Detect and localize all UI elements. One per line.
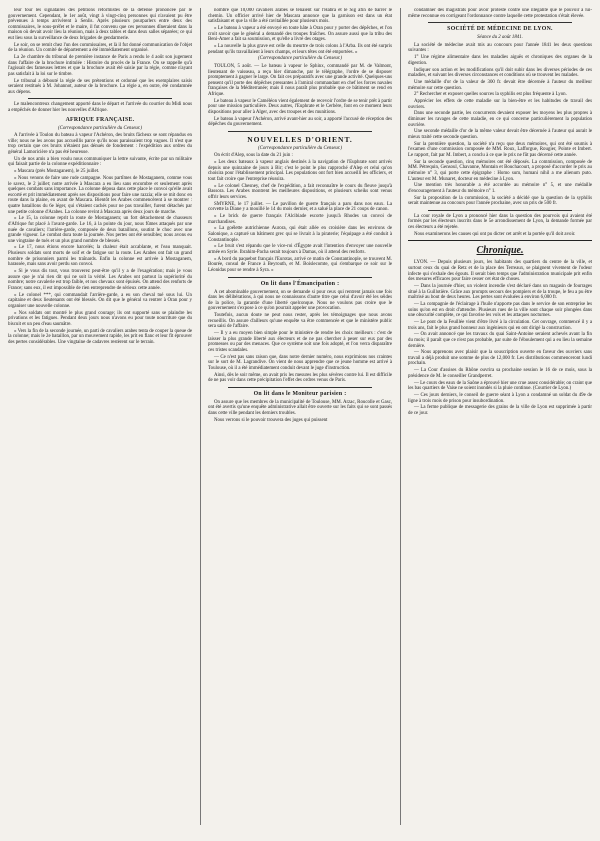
paragraph: Ainsi, dès le soir même, on avait pris les mesures les plus sévères contre lui. Il est difficile de ne pas voir dans cette précipitation l'effet des ordres venus de Paris. [208,372,392,384]
paragraph: On écrit d'Alep, sous la date du 21 juin : [214,153,293,159]
paragraph: A cet abominable gouvernement, on se demande si pour ceux qui rentrent jamais une fois dans les délibérations, à qui nous ne connaissons d'autre titre que celui d'avoir été les séides de la police, la garantie d'une liberté quelconque. Nous ne voulons pas croire que le gouvernement s'expose à ce qu'on pourrait appeler une provocation. [208,289,392,312]
paragraph: TOULON, 5 août. — Le bateau à vapeur le Sphinx, commandé par M. de Valmont, lieutenant de vaisseau, a reçu hier dimanche, par le télégraphe, l'ordre de se disposer promptement à gagner le large. On fait ces préparatifs avec une grande activité. Quelques-uns pensent qu'il porte des dépêches pressantes à l'amiral commandant en chef les forces navales françaises de la Méditerranée; mais il nous paraît plus probable que ce bâtiment se rend en Afrique. [208,63,392,97]
paragraph: « Le colonel Chesney, chef de l'expédition, a fait reconnaître le cours du fleuve jusqu'à Bassora. Les Arabes montrent les meilleures dispositions, et plusieurs scheiks sont venus offrir leurs services. [208,183,392,200]
col3-paras-a [408,8,592,19]
paragraph: Dans une seconde partie, les concurrents devaient exposer les moyens les plus propres à diminuer les ravages de cette maladie, en ce qui concerne particulièrement la population ouvrière. [408,111,592,128]
paragraph: Le bateau à vapeur l'Achéron, arrivé avant-hier au soir, a apporté l'accusé de réception des dépêches du gouvernement. [208,116,392,128]
paragraph: « Le bateau à vapeur a été envoyé en toute hâte à Oran pour y porter des dépêches, et l'on croit savoir que le général a demandé des troupes fraîches. On assure aussi que la tribu des Beni-Amer a fait sa soumission, et qu'elle a livré des otages. [208,25,392,43]
paragraph: « Vers la fin de la seconde journée, un parti de cavaliers arabes tenta de couper la queue de la colonne; mais le 2e bataillon, par un mouvement rapide, les prit en flanc et leur fit éprouver des pertes considérables. Une vingtaine de cadavres restèrent sur le terrain. [8,328,192,345]
paragraph: On assure que les membres de la municipalité de Toulouse, MM. Arzac, Roucolle et Gasc, ont été avertis qu'une enquête administrative allait être ouverte sur les faits qui se sont passés dans cette ville pendant les derniers troubles. [208,399,392,417]
paragraph: Sur la proposition de la commission, la société a décidé que la question de la syphilis serait maintenue au concours pour l'année prochaine, avec un prix de 500 fr. [408,195,592,207]
paragraph: « Le 17, nous étions encore harcelés; la chaleur était accablante, et l'eau manquait. Plusieurs soldats sont morts de soif et de fatigue sur la route. Les Arabes ont fait un grand nombre de prisonniers parmi les traînards. Enfin la colonne est arrivée à Mostaganem, harassée, mais sans avoir perdu son convoi. [8,245,192,268]
column-separator [200,8,201,825]
paragraph: — La ferme publique de messagerie des grains de la ville de Lyon est supprimée à partir de ce jour. [408,405,592,416]
paragraph: « Le colonel ***, qui commandait l'arrière-garde, a eu son cheval tué sous lui. Un capitaine et deux lieutenants ont été blessés. On dit que le général va rentrer à Oran pour y organiser une nouvelle colonne. [8,292,192,309]
paragraph: « Nous venons de faire une rude campagne. Nous partîmes de Mostaganem, comme vous le savez, le 2 juillet; notre arrivée à Mascara a eu lieu sans encombre et seulement après quelques combats sans importance. La colonne déposa dans cette place le convoi qu'elle avait escorté et prit immédiatement après ses dispositions pour faire une razzia; elle se mit donc en route dans la plaine, en avant de Mascara. Bientôt les Arabes commencèrent à se montrer : quatre bataillons du 6e léger, qui s'étaient cachés pour ne pas travailler, furent détachés par une petite colonne d'Arabes. La colonne revint à Mascara après deux jours de marche. [8,175,192,215]
paragraph: 1° Une régime alimentaire dans les maladies aiguës et chroniques des organes de la digestion. [408,55,592,66]
paragraph: « Le bruit s'est répandu que le vice-roi d'Égypte avait l'intention d'envoyer une nouvelle armée en Syrie. Ibrahim-Pacha serait toujours à Damas, où il attend des renforts. [208,244,392,256]
paragraph: — Ce n'est pas sans raison que, dans notre dernier numéro, nous exprimions nos craintes sur le sort de M. Lagrandive. On vient de nous apprendre que ce jeune homme est arrivé à Toulouse, où il a été immédiatement conduit devant le juge d'instruction. [208,354,392,371]
section-divider [408,240,592,241]
paragraph: Sur la seconde question, cinq mémoires ont été déposés. La commission, composée de MM. Pétrequin, Gensoul, Chavanne, Montain et Bouchacourt, a proposé d'accorder le prix au mémoire n° 3, qui porte cette épigraphe : Homo sum, humani nihil a me alienum puto. L'auteur est M. Munaret, docteur en médecine à Lyon. [408,159,592,182]
paragraph: Un de nos amis a bien voulu nous communiquer la lettre suivante, écrite par un militaire qui faisait partie de la colonne expéditionnaire : [8,156,192,168]
section-divider [228,387,372,388]
paragraph: Indiquer son action et les modifications qu'il doit subir dans les diverses périodes de ces maladies, et suivant les diverses circonstances et conditions où se trouvent les malades. [408,67,592,79]
col2-paras-b [208,64,392,128]
societe-medecine-heading: SOCIÉTÉ DE MÉDECINE DE LYON. [447,26,553,33]
paragraph: 2° Rechercher et exposer quelles sources la syphilis est plus fréquente à Lyon. [414,92,567,98]
paragraph: — Il y a eu moyen bien simple pour le ministère de rendre les choix meilleurs : c'est de laisser la plus grande liberté aux électeurs et de ne pas chercher à peser sur eux par des promesses ou par des menaces. Que ce système soit une fois adopté, et l'on verra disparaître ces tristes scandales. [208,331,392,353]
col2-paras-c [208,153,392,273]
paragraph: — On avait annoncé que les travaux du quai Saint-Antoine seraient achevés avant la fin du mois; il paraît que ce n'est pas probable, par suite de l'éboulement qui a eu lieu la semaine dernière. [408,332,592,349]
col3-paras-c [408,214,592,238]
paragraph: Une seconde médaille d'or de la même valeur devait être décernée à l'auteur qui aurait le mieux traité cette seconde question. [408,129,592,140]
section-divider [228,277,372,278]
paragraph: Apprécier les effets de cette maladie sur la bien-être et les habitudes de travail des ouvriers. [408,99,592,110]
section-divider [428,22,572,23]
col2-paras-a [208,8,392,55]
paragraph: — La compagnie de l'éclairage à l'huile n'apporte pas dans le service de son entreprise les soins qu'on est en droit d'attendre. Plusieurs rues de la ville sont chaque soir plongées dans une obscurité complète, ce qui favorise les vols et les attaques nocturnes. [408,301,592,319]
paragraph: La 2e chambre du tribunal de première instance de Paris a rendu le 4 août son jugement dans l'affaire de la brochure intitulée : Histoire du procès de la France. On se rappelle qu'à l'agissait des fameuses lettres et que la brochure avait été saisie par la régie, comme n'ayant pas satisfait à la loi sur le timbre. [8,55,192,77]
paragraph: « A bord du paquebot français l'Eurotas, arrivé ce matin de Constantinople, se trouvent M. Bourée, consul de France à Beyrouth, et M. Boislecomte, qui s'embarque ce soir sur le Léonidas pour se rendre à Syra. » [208,256,392,273]
paragraph: Sur la première question, la société n'a reçu que deux mémoires, qui ont été soumis à l'examen d'une commission composée de MM. Roux, Lafforgue, Rougier, Pointe et Imbert. Le rapport, fait par M. Imbert, a conclu à ce que le prix ne fût pas décerné cette année. [408,141,592,158]
paragraph: Nous examinerons les causes qui ont pu dicter cet arrêt et la portée qu'il doit avoir. [414,231,576,237]
col1-paras-b [8,102,192,113]
paragraph: « Les deux bateaux à vapeur anglais destinés à la navigation de l'Euphrate sont arrivés depuis une quinzaine de jours à Bir; c'est le point le plus rapproché d'Alep et celui qu'on choisira pour l'établissement principal. Les populations ont fort bien accueilli les officiers, et tout fait croire que l'entreprise réussira. [208,160,392,182]
column-middle [208,8,392,825]
paragraph: condamner des magistrats pour avoir protesté contre une illégalité que le pouvoir a lui-même reconnue en corrigeant l'ordonnance contre laquelle cette protestation s'était élevée. [408,8,592,19]
paragraph: A l'arrivée à Toulon du bateau à vapeur l'Achéron, des bruits fâcheux se sont répandus en ville; nous ne les avons pas accueillis parce qu'ils nous paraissaient trop vagues. Il n'est que trop certain que ces bruits n'étaient pas dénués de fondement : l'expédition aux ordres du général Lamoricière n'a pas été heureuse. [8,133,192,156]
column-right [408,8,592,825]
moniteur-heading: On lit dans le Moniteur parisien : [253,390,347,397]
paragraph: « Le 15, la colonne reprit la route de Mostaganem; un fort détachement de chasseurs d'Afrique fut placé à l'avant-garde. Le 16, à la pointe du jour, nous fûmes attaqués par une nuée de cavaliers; l'arrière-garde, composée de deux bataillons, soutint le choc avec une grande vigueur. Le combat dura toute la journée. Nos pertes ont été sensibles; nous avons eu une vingtaine de tués et un plus grand nombre de blessés. [8,216,192,244]
paragraph: — Le pont de la Feuillée vient d'être livré à la circulation. Cet ouvrage, commencé il y a trois ans, fait le plus grand honneur aux ingénieurs qui en ont dirigé la construction. [408,319,592,331]
col1-paras-c [8,133,192,345]
nouvelles-orient-heading: NOUVELLES D'ORIENT. [247,134,353,144]
chronique-heading: Chronique. [476,245,524,257]
paragraph: « Nos soldats ont montré le plus grand courage; ils ont supporté sans se plaindre les privations et les fatigues. Pendant deux jours nous n'avons eu pour toute nourriture que du biscuit et un peu d'eau saumâtre. [8,310,192,327]
col3-paras-d [408,260,592,416]
paragraph: La société de médecine avait mis au concours pour l'année 1841 les deux questions suivantes : [408,42,592,54]
paragraph: — Le cours des eaux de la Saône a éprouvé hier une crue assez considérable; on craint que les bas quartiers de Vaise ne soient inondés si la pluie continue. (Courrier de Lyon.) [408,380,592,392]
col3-paras-b [408,43,592,207]
paragraph: — Dans la journée d'hier, un violent incendie s'est déclaré dans un magasin de fourrages situé à la Guillotière. Grâce aux prompts secours des pompiers et de la troupe, le feu a pu être maîtrisé au bout de deux heures. Les pertes sont évaluées à environ 6,000 fr. [408,284,592,301]
section-divider [28,98,172,99]
newspaper-page [8,8,592,825]
paragraph: Toutefois, aucun doute ne peut nous rester, après les témoignages que nous avons recueillis. On assure d'ailleurs qu'une enquête va être commencée et que le ministère public sera saisi de l'affaire. [208,313,392,330]
paragraph: Le tribunal a débouté la régie de ses prétentions et ordonné que les exemplaires saisis seraient restitués à M. Johannot, auteur de la brochure. La régie a, en outre, été condamnée aux dépens. [8,78,192,95]
paragraph: « La nouvelle la plus grave est celle du meurtre de trois colons à l'Arba. Ils ont été surpris pendant qu'ils travaillaient à leurs champs, et leurs têtes ont été emportées. » [208,43,392,55]
paragraph: nombre que 10,000 cavaliers arabes se tenaient sur l'Habra et le Sig afin de barrer le chemin. Un officier arrivé hier de Mascara annonce que la garnison est dans un état satisfaisant et que la ville a été ravitaillée pour plusieurs mois. [208,8,392,25]
column-separator [400,8,401,825]
paragraph: « Le brick de guerre français l'Alcibiade escorte jusqu'à Rhodes un convoi de marchandises. [208,214,392,225]
col2-paras-e [208,400,392,424]
paragraph: leur tour les signataires des pétitions réformistes de la défense prononcée par le gouvernement. Cependant, le 1er août, vingt à vingt-cinq personnes qui n'avaient pu être prévenues à temps arrivèrent à Senlis. Après plusieurs pourparlers entre deux des commissaires, le sous-préfet et le maire, il fut convenu que ces personnes dîneraient dans la maison où devait avoir lieu la réunion, mais à deux tables et dans deux salles séparées; ce qui eut lieu sous la surveillance de deux brigades de gendarmerie. [8,8,192,41]
societe-medecine-date: Séance du 2 août 1841. [477,35,523,41]
paragraph: LYON. — Depuis plusieurs jours, les habitants des quartiers du centre de la ville, et surtout ceux du quai de Retz et de la place des Terreaux, se plaignent vivement de l'odeur infecte qui s'exhale des égouts. Il serait bien temps que l'administration municipale prit enfin des mesures efficaces pour faire cesser cet état de choses. [408,260,592,283]
paragraph: Le malencontreux changement apporté dans le départ et l'arrivée du courrier du Midi nous a empêchés de donner hier les nouvelles d'Afrique. [8,102,192,114]
paragraph: La cour royale de Lyon a prononcé hier dans la question des pourvois qui avaient été formés par les électeurs inscrits dans le 5e arrondissement de Lyon, la demande formée par ces électeurs a été rejetée. [408,213,592,231]
paragraph: « La goélette autrichienne Aurora, qui était allée en croisière dans les environs de Salonique, a capturé un bâtiment grec qui se livrait à la piraterie; l'équipage a été conduit à Constantinople. [208,226,392,243]
nouvelles-orient-subheading: (Correspondance particulière du Censeur.) [257,145,343,151]
column-left [8,8,192,825]
paragraph: « Mascara (près Mostaganem), le 25 juillet. [14,169,100,175]
paragraph: — Nous apprenons avec plaisir que la souscription ouverte en faveur des ouvriers sans travail a déjà produit une somme de plus de 12,000 fr. Les distributions commenceront lundi prochain. [408,350,592,367]
col2-paras-d [208,290,392,384]
paragraph: Une médaille d'or de la valeur de 300 fr. devait être décernée à l'auteur du meilleur mémoire sur cette question. [408,79,592,91]
paragraph: Le soir, on se remit chez l'un des commissaires, et là il fut donné communication de l'objet de la réunion. Un comité de département a été immédiatement organisé. [8,42,192,54]
correspondence-subheading: (Correspondance particulière du Censeur.) [257,56,343,62]
afrique-heading: AFRIQUE FRANÇAISE. [65,116,135,123]
paragraph: — Ces jours derniers, le conseil de guerre séant à Lyon a condamné un soldat du 49e de ligne à trois mois de prison pour insubordination. [408,393,592,404]
paragraph: « Si je vous dis tout, vous trouverez peut-être qu'il y a de l'exagération; mais je vous assure que je n'ai rien dit qui ne soit la vérité. Les Arabes ont partout la supériorité du nombre; notre cavalerie est trop faible, et nos chevaux sont épuisés. On attend des renforts de France; sans eux, il est impossible de rien entreprendre de sérieux cette année. [8,269,192,291]
afrique-subheading: (Correspondance particulière du Censeur.) [57,125,143,131]
paragraph: — La Cour d'assises du Rhône ouvrira sa prochaine session le 16 de ce mois, sous la présidence de M. le conseiller Grandperret. [408,368,592,379]
paragraph: Nous verrons si le pouvoir trouvera des juges qui puissent [214,417,328,423]
section-divider [428,210,572,211]
col1-paras-a [8,8,192,95]
paragraph: Une mention très honorable a été accordée au mémoire n° 5, et une médaille d'encouragement à l'auteur du mémoire n° 1. [408,183,592,194]
emancipation-heading: On lit dans l'Émancipation : [260,280,340,287]
paragraph: Le bateau à vapeur le Caméléon vient également de recevoir l'ordre de se tenir prêt à partir pour une mission particulière. Deux autres, l'Euphrate et le Cerbère, font en ce moment leurs dispositions pour aller à Alger, avec des troupes et des munitions. [208,98,392,115]
section-divider [228,131,372,132]
paragraph: SMYRNE, le 17 juillet. — Le pavillon de guerre français a paru dans nos eaux. La corvette la Diane y a mouillé le 14 du mois dernier, et a salué la place de 21 coups de canon. [208,201,392,213]
